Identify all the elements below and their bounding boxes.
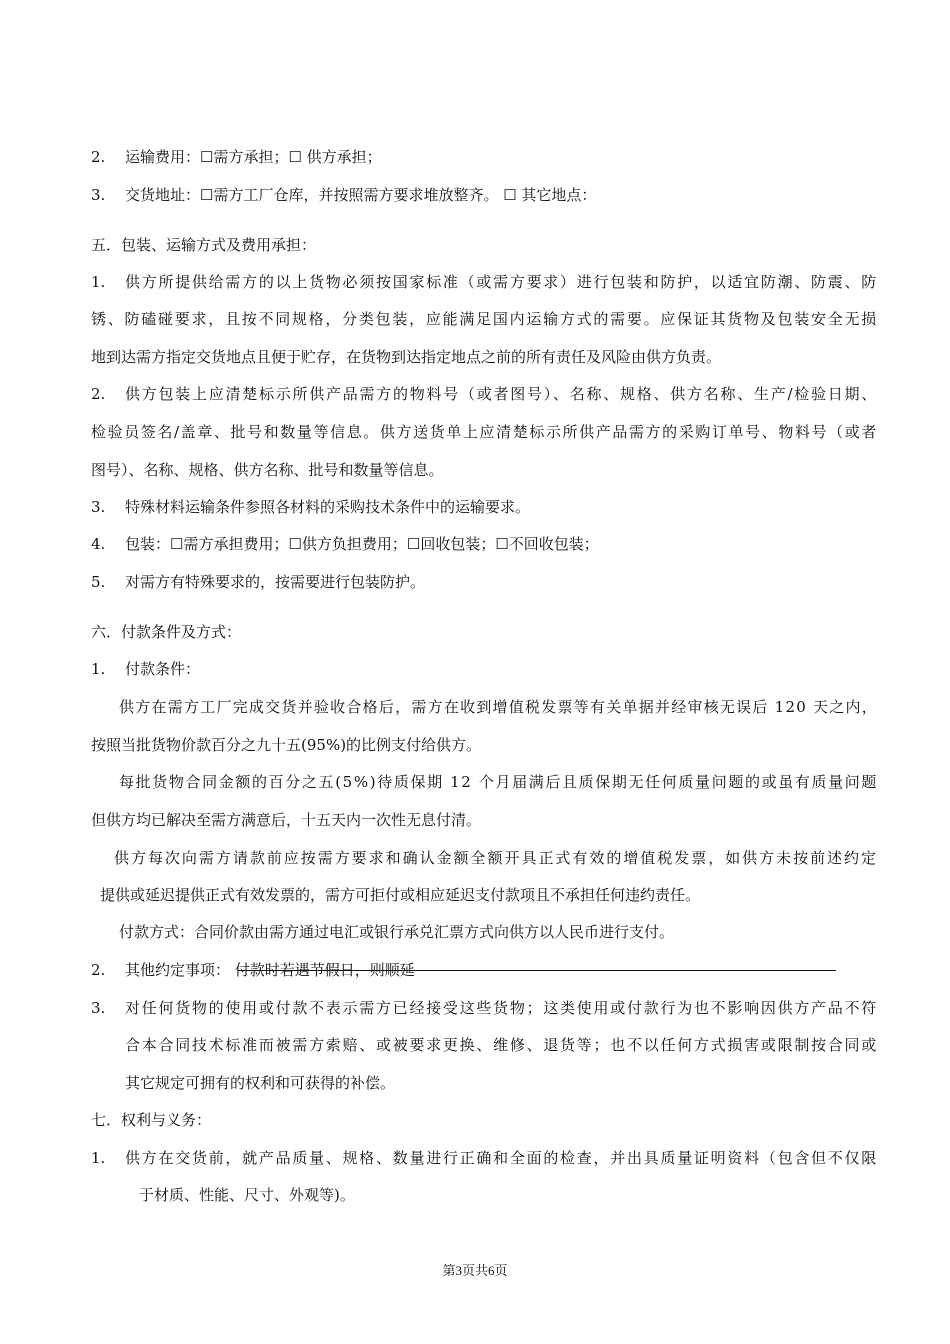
text-line: 供方所提供给需方的以上货物必须按国家标准（或需方要求）进行包装和防护，以适宜防潮、防震、防 — [125, 273, 878, 291]
text-line: 付款条件： — [125, 660, 201, 678]
text-line: 交货地址：☐需方工厂仓库，并按照需方要求堆放整齐。 ☐ 其它地点： — [125, 186, 597, 204]
text-line: 对任何货物的使用或付款不表示需方已经接受这些货物；这类使用或付款行为也不影响因供方产品不符 — [125, 999, 878, 1017]
item-number: 1. — [91, 273, 106, 291]
item-number: 4. — [91, 535, 106, 553]
text-line: 于材质、性能、尺寸、外观等)。 — [139, 1186, 355, 1204]
item-number: 2. — [91, 961, 106, 979]
item-number: 3. — [91, 999, 106, 1017]
text-line: 供方每次向需方请款前应按需方要求和确认金额全额开具正式有效的增值税发票，如供方未按前述约定 — [114, 849, 878, 867]
item-number: 3. — [91, 186, 106, 204]
text-line: 六．付款条件及方式： — [91, 623, 242, 641]
text-line: 合本合同技术标准而被需方索赔、或被要求更换、维修、退货等；也不以任何方式损害或限制按合同或 — [125, 1036, 878, 1054]
fill-in-underline — [238, 970, 836, 971]
item-number: 1. — [91, 660, 106, 678]
item-number: 3. — [91, 498, 106, 516]
text-line: 每批货物合同金额的百分之五(5%)待质保期 12 个月届满后且质保期无任何质量问题的或虽有质量问题 — [119, 773, 878, 791]
text-line: 特殊材料运输条件参照各材料的采购技术条件中的运输要求。 — [125, 498, 531, 516]
text-line: 供方包装上应清楚标示所供产品需方的物料号（或者图号）、名称、规格、供方名称、生产/检验日期、 — [125, 385, 878, 403]
text-line: 对需方有特殊要求的，按需要进行包装防护。 — [125, 573, 426, 591]
text-line: 其它规定可拥有的权利和可获得的补偿。 — [125, 1074, 396, 1092]
text-line: 付款方式：合同价款由需方通过电汇或银行承兑汇票方式向供方以人民币进行支付。 — [119, 923, 675, 941]
page-footer: 第3页共6页 — [442, 1263, 508, 1278]
text-line: 供方在交货前，就产品质量、规格、数量进行正确和全面的检查，并出具质量证明资料（包含但不仅限 — [125, 1149, 878, 1167]
text-line: 供方在需方工厂完成交货并验收合格后，需方在收到增值税发票等有关单据并经审核无误后 120 天之内， — [119, 698, 878, 716]
text-line: 七．权利与义务： — [91, 1111, 212, 1129]
text-line: 锈、防磕碰要求，且按不同规格，分类包装，应能满足国内运输方式的需要。应保证其货物及包装安全无损 — [91, 310, 878, 328]
item-number: 5. — [91, 573, 106, 591]
text-line: 其他约定事项： 付款时若遇节假日，则顺延 — [125, 961, 415, 979]
text-line: 五．包装、运输方式及费用承担： — [91, 236, 317, 254]
text-line: 地到达需方指定交货地点且便于贮存，在货物到达指定地点之前的所有责任及风险由供方负责。 — [91, 348, 722, 366]
text-line: 检验员签名/盖章、批号和数量等信息。供方送货单上应清楚标示所供产品需方的采购订单号、物料号（或者 — [91, 423, 878, 441]
item-number: 2. — [91, 385, 106, 403]
text-line: 运输费用：☐需方承担；☐ 供方承担； — [125, 148, 382, 166]
text-line: 但供方均已解决至需方满意后，十五天内一次性无息付清。 — [91, 811, 482, 829]
item-number: 1. — [91, 1149, 106, 1167]
text-line: 按照当批货物价款百分之九十五(95%)的比例支付给供方。 — [91, 736, 482, 754]
text-line: 包装：☐需方承担费用；☐供方负担费用；☐回收包装；☐不回收包装； — [125, 535, 599, 553]
item-number: 2. — [91, 148, 106, 166]
text-line: 图号）、名称、规格、供方名称、批号和数量等信息。 — [91, 461, 444, 479]
text-line: 提供或延迟提供正式有效发票的，需方可拒付或相应延迟支付款项且不承担任何违约责任。 — [100, 886, 701, 904]
